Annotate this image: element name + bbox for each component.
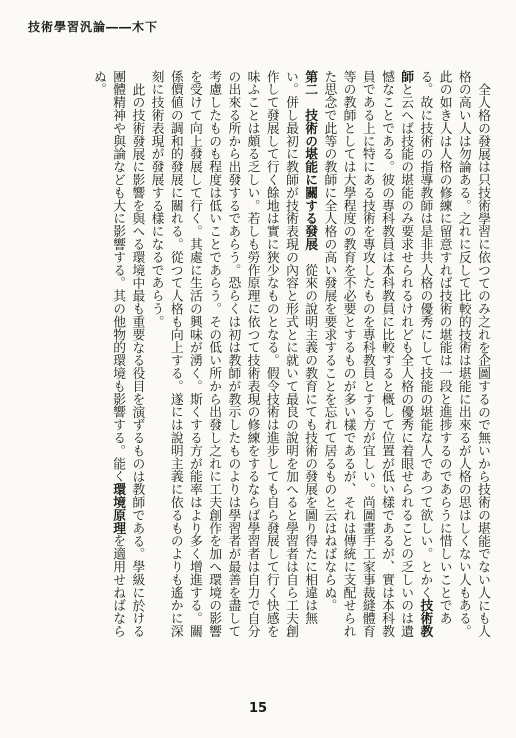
paragraph-1-text: 全人格の發展は只技術學習に依つてのみ之れを企圖するので無いから技術の堪能でない人にも人格の高い人は勿論ある。之れに反して比較的技術は堪能に出來るが人格の思はしくない人もある。此の如き人は人格の修練に留意すれば技術の堪能は一段と進捗するのであらうに惜しいことである。故に技術の指導教師は是非共人格の優秀にして技能の堪能な人であつて欲しい。とかく bbox=[417, 70, 490, 638]
paragraph-2-text: 從來の說明主義の教育にても技術の發展を圖り得たに相違は無い。併し最初に教師が技術表現の內容と形式とに就いて最良の說明を加へると學習者は自ら工夫創作して發展して行く餘地は實に狹少なものとなる。假令技術は進步しても自ら發展して行く快感を味ふことは頗る乏しい。若しも勞作原理に依つて技術表現の修練をするならば學習者は自力で自分の出來る所から出發するであらう。恐らくは初は教師が教示したものよりは學習者が最善を盡して考慮したものも程度は低いことであらう。その低い所から出發し之れに工夫創作を加へ環境の影響を受けて向上發展して行く。其處に生活の興味が湧く。斯くする方が能率はより多く增進する。關係價値の調和的發展に關れる。從つて人格も向上する。遂には說明主義に依るものよりも遙かに深刻に技術表現が發展する樣になるであらう。 bbox=[148, 70, 318, 638]
paragraph-1 bbox=[319, 70, 492, 640]
page-number: 15 bbox=[248, 701, 268, 716]
running-header: 技術學習汎論――木下 bbox=[28, 20, 159, 34]
paragraph-2 bbox=[146, 70, 319, 640]
emphasis-technical-teacher: 技術教師 bbox=[398, 70, 433, 638]
vertical-text-body bbox=[24, 70, 492, 640]
paragraph-3-text: 此の技術發展に影響を與へる環境中最も重要なる役目を演ずるものは教師である。學級に於ける團體精神や與論なども大に影響する。其の他物的環境も影響する。能く bbox=[110, 70, 145, 638]
section-heading-2: 第二 技術の堪能に關する發展 bbox=[302, 70, 318, 251]
paragraph-1-text-cont: と云へば技能の堪能のみ要求せられるけれども全人格の優秀に着眼せられることの乏しいのは遺憾なことである。彼の專科教員は本科教員に比較すると概して位置が低い樣であるが、實は本科教員である上に特にある技術を專攻したものを專科教員とする方が宜しい。尚圖畫手工家事裁縫體育等の教師としては大學程度の教育を不必要とするものが多い樣であるが、それは傳統に支配せられた思念で此等の教師に全人格の高い發展を要求することを忘れて居るものと云はねばならぬ。 bbox=[321, 70, 414, 638]
paragraph-3 bbox=[89, 70, 147, 640]
paragraph-3-end: を適用せねばならぬ。 bbox=[90, 70, 126, 638]
emphasis-environment-principle: 環境原理 bbox=[110, 482, 126, 535]
